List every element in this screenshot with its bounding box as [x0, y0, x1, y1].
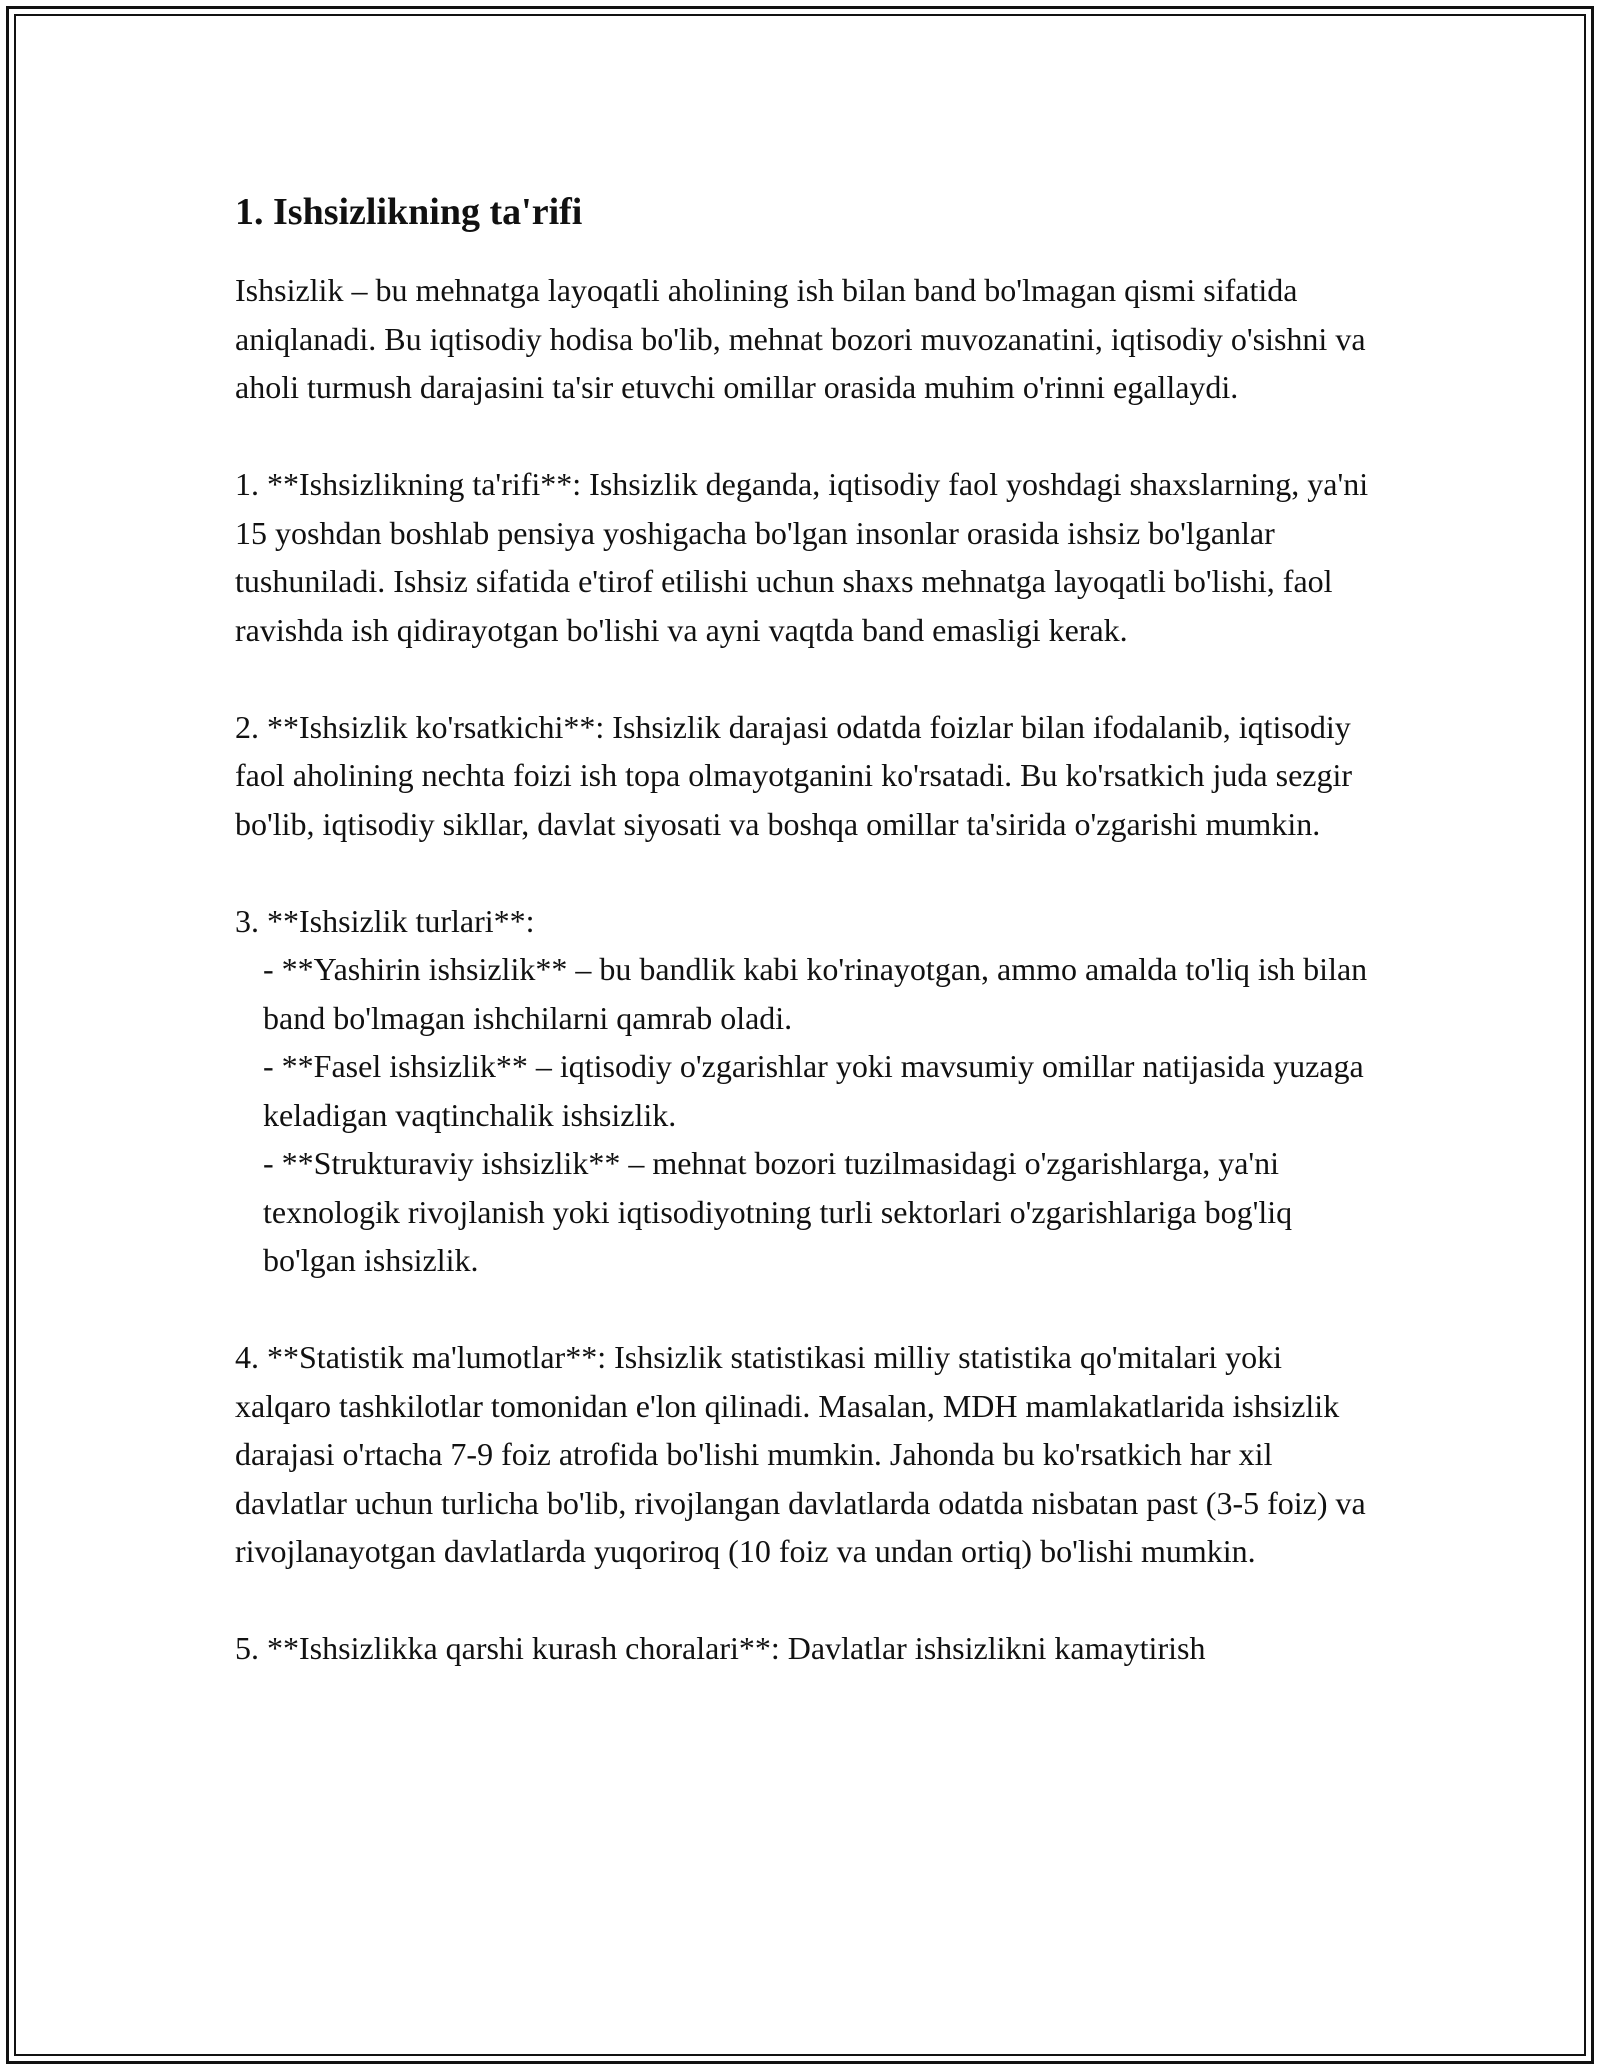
document-title: 1. Ishsizlikning ta'rifi	[235, 191, 583, 233]
section-3-item-hidden-unemployment: - **Yashirin ishsizlik** – bu bandlik kabi ko'rinayotgan, ammo amalda to'liq ish bilan band bo'lmagan ishchilarni qamrab oladi.	[263, 951, 1376, 1036]
intro-paragraph: Ishsizlik – bu mehnatga layoqatli aholining ish bilan band bo'lmagan qismi sifatida aniqlanadi. Bu iqtisodiy hodisa bo'lib, mehnat bozori muvozanatini, iqtisodiy o'sishni va aholi turmush darajasini ta'sir etuvchi omillar orasida muhim o'rinni egallaydi.	[235, 272, 1374, 405]
paragraph-gap	[235, 1285, 1385, 1334]
section-3-item-structural-unemployment: - **Strukturaviy ishsizlik** – mehnat bozori tuzilmasidagi o'zgarishlarga, ya'ni texnologik rivojlanish yoki iqtisodiyotning turli sektorlari o'zgarishlariga bog'liq bo'lgan ishsizlik.	[263, 1145, 1301, 1278]
section-3-block	[235, 897, 1385, 1285]
section-4-paragraph: 4. **Statistik ma'lumotlar**: Ishsizlik statistikasi milliy statistika qo'mitalari yoki xalqaro tashkilotlar tomonidan e'lon qilinadi. Masalan, MDH mamlakatlarida ishsizlik darajasi o'rtacha 7-9 foiz atrofida bo'lishi mumkin. Jahonda bu ko'rsatkich har xil davlatlar uchun turlicha bo'lib, rivojlangan davlatlarda odatda nisbatan past (3-5 foiz) va rivojlanayotgan davlatlarda yuqoriroq (10 foiz va undan ortiq) bo'lishi mumkin.	[235, 1339, 1374, 1569]
paragraph-gap	[235, 1576, 1385, 1625]
section-5-paragraph: 5. **Ishsizlikka qarshi kurash choralari**: Davlatlar ishsizlikni kamaytirish	[235, 1630, 1206, 1666]
section-2-paragraph: 2. **Ishsizlik ko'rsatkichi**: Ishsizlik darajasi odatda foizlar bilan ifodalanib, iqtisodiy faol aholining nechta foizi ish topa olmayotganini ko'rsatadi. Bu ko'rsatkich juda sezgir bo'lib, iqtisodiy sikllar, davlat siyosati va boshqa omillar ta'sirida o'zgarishi mumkin.	[235, 708, 1361, 842]
section-3-item-seasonal-unemployment: - **Fasel ishsizlik** – iqtisodiy o'zgarishlar yoki mavsumiy omillar natijasida yuzaga keladigan vaqtinchalik ishsizlik.	[263, 1048, 1372, 1133]
document-body	[235, 186, 1385, 1673]
section-1-paragraph: 1. **Ishsizlikning ta'rifi**: Ishsizlik deganda, iqtisodiy faol yoshdagi shaxslarning, ya'ni 15 yoshdan boshlab pensiya yoshigacha bo'lgan insonlar orasida ishsiz bo'lganlar tushuniladi. Ishsiz sifatida e'tirof etilishi uchun shaxs mehnatga layoqatli bo'lishi, faol ravishda ish qidirayotgan bo'lishi va ayni vaqtda band emasligi kerak.	[235, 466, 1377, 648]
paragraph-gap	[235, 412, 1385, 461]
paragraph-gap	[235, 654, 1385, 703]
section-3-heading: 3. **Ishsizlik turlari**:	[235, 902, 535, 939]
paragraph-gap	[235, 848, 1385, 897]
